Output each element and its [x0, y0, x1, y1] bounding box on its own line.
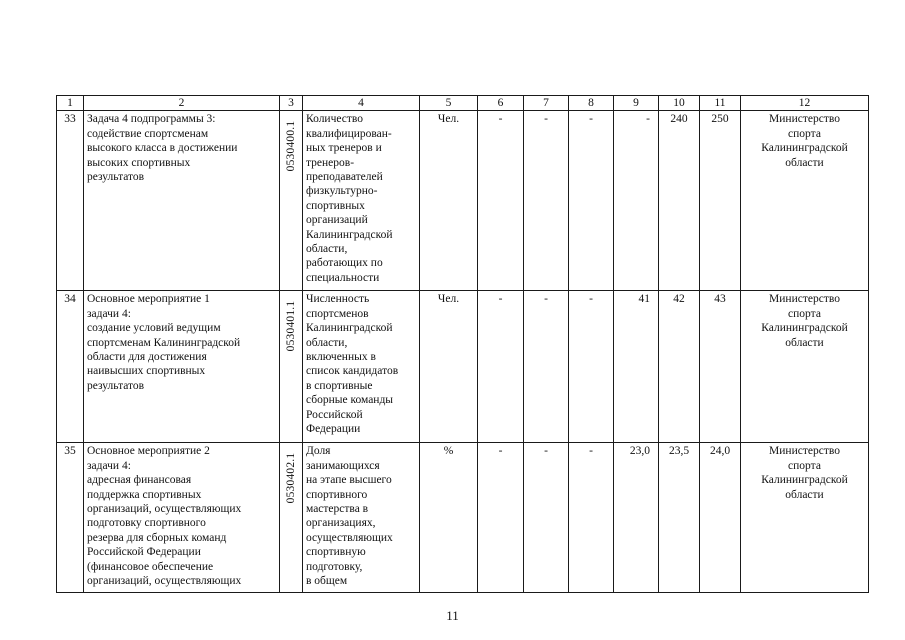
code-cell — [280, 291, 303, 443]
table-header-row — [57, 96, 869, 111]
table-row — [57, 443, 869, 593]
value-col-9: 41 — [614, 291, 659, 443]
value-col-6: - — [478, 443, 524, 593]
indicator-name: Количество квалифицирован- ных тренеров и тренеров- преподавателей физкультурно- спортивных организаций Калининградской области, работающих по специальности — [303, 111, 420, 291]
unit-of-measure: Чел. — [420, 291, 478, 443]
program-code: 0530400.1 — [284, 121, 297, 172]
row-number: 33 — [57, 111, 84, 291]
value-col-7: - — [524, 443, 569, 593]
table-row — [57, 111, 869, 291]
header-cell: 6 — [478, 96, 524, 111]
indicator-name: Численность спортсменов Калининградской области, включенных в список кандидатов в спортивные сборные команды Российской Федерации — [303, 291, 420, 443]
task-description: Задача 4 подпрограммы 3: содействие спортсменам высокого класса в достижении высоких спортивных результатов — [84, 111, 280, 291]
value-col-8: - — [569, 291, 614, 443]
header-cell: 1 — [57, 96, 84, 111]
code-cell — [280, 111, 303, 291]
code-cell — [280, 443, 303, 593]
page-number: 11 — [446, 608, 459, 623]
unit-of-measure: Чел. — [420, 111, 478, 291]
value-col-8: - — [569, 443, 614, 593]
responsible-body: Министерство спорта Калининградской области — [741, 443, 869, 593]
responsible-body: Министерство спорта Калининградской области — [741, 291, 869, 443]
header-cell: 12 — [741, 96, 869, 111]
value-col-10: 42 — [659, 291, 700, 443]
value-col-11: 250 — [700, 111, 741, 291]
responsible-body: Министерство спорта Калининградской области — [741, 111, 869, 291]
value-col-11: 24,0 — [700, 443, 741, 593]
header-cell: 8 — [569, 96, 614, 111]
header-cell: 7 — [524, 96, 569, 111]
value-col-9: 23,0 — [614, 443, 659, 593]
value-col-8: - — [569, 111, 614, 291]
task-description: Основное мероприятие 2 задачи 4: адресная финансовая поддержка спортивных организаций, осуществляющих подготовку спортивного резерва для сборных команд Российской Федерации (финансовое обеспечение организаций, осуществляющих — [84, 443, 280, 593]
header-cell: 9 — [614, 96, 659, 111]
header-cell: 4 — [303, 96, 420, 111]
header-cell: 2 — [84, 96, 280, 111]
program-table — [56, 95, 869, 593]
value-col-10: 240 — [659, 111, 700, 291]
indicator-name: Доля занимающихся на этапе высшего спортивного мастерства в организациях, осуществляющих спортивную подготовку, в общем — [303, 443, 420, 593]
value-col-9: - — [614, 111, 659, 291]
row-number: 34 — [57, 291, 84, 443]
header-cell: 5 — [420, 96, 478, 111]
header-cell: 10 — [659, 96, 700, 111]
unit-of-measure: % — [420, 443, 478, 593]
value-col-7: - — [524, 111, 569, 291]
header-cell: 11 — [700, 96, 741, 111]
value-col-7: - — [524, 291, 569, 443]
value-col-10: 23,5 — [659, 443, 700, 593]
row-number: 35 — [57, 443, 84, 593]
value-col-6: - — [478, 291, 524, 443]
value-col-6: - — [478, 111, 524, 291]
program-code: 0530401.1 — [284, 301, 297, 352]
header-cell: 3 — [280, 96, 303, 111]
table-row — [57, 291, 869, 443]
program-code: 0530402.1 — [284, 453, 297, 504]
value-col-11: 43 — [700, 291, 741, 443]
task-description: Основное мероприятие 1 задачи 4: создание условий ведущим спортсменам Калининградской области для достижения наивысших спортивных результатов — [84, 291, 280, 443]
